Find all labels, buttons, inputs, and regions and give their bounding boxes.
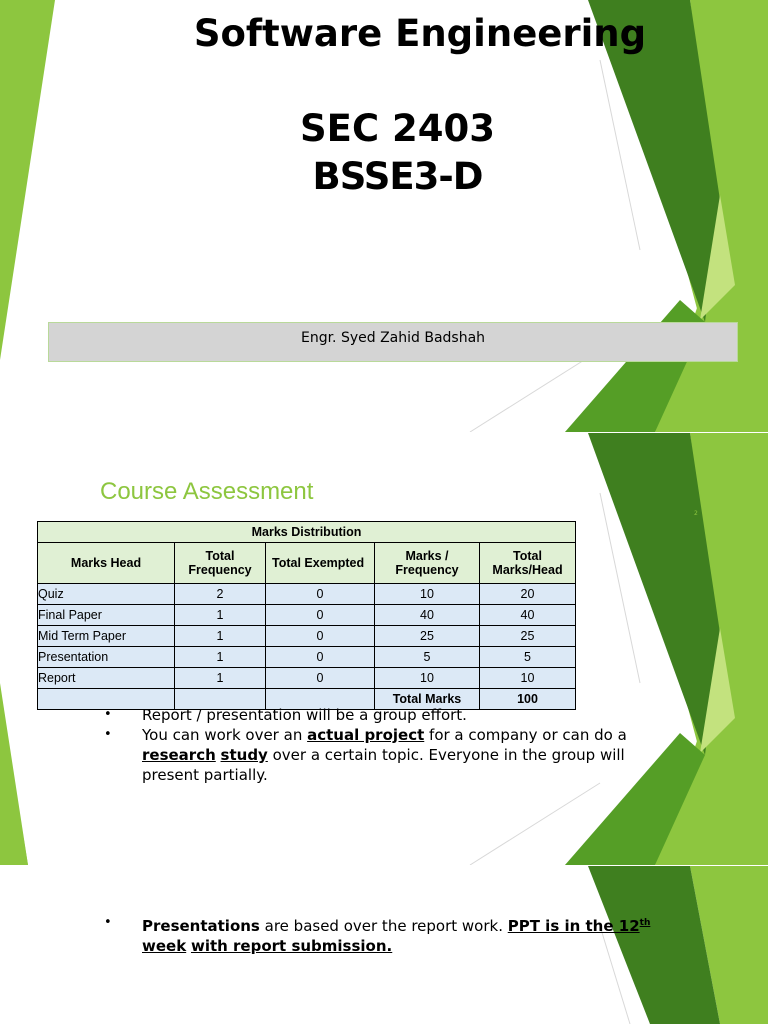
- ppt-week-text: PPT is in the 12: [507, 917, 640, 935]
- cell-head: Report: [38, 668, 175, 689]
- cell-total: 40: [480, 605, 576, 626]
- cell-exempted: 0: [266, 605, 375, 626]
- table-caption-row: [38, 522, 576, 543]
- cell-head: Mid Term Paper: [38, 626, 175, 647]
- cell-marks-per-frequency: 5: [375, 647, 480, 668]
- cell-frequency: 1: [175, 605, 266, 626]
- course-title: Software Engineering: [193, 12, 647, 55]
- cell-head: Presentation: [38, 647, 175, 668]
- author-bar: [48, 322, 738, 362]
- table-row: [38, 647, 576, 668]
- slide-3: [0, 866, 768, 1024]
- table-row: [38, 626, 576, 647]
- study-text: study: [220, 746, 268, 764]
- report-submission-text: with report submission.: [190, 937, 393, 955]
- bullet-presentations: [104, 913, 704, 956]
- research-text: research: [142, 746, 216, 764]
- table-header-row: [38, 543, 576, 584]
- bullet-text: You can work over an: [142, 726, 308, 744]
- bullet-text: for a company or can do a: [424, 726, 627, 744]
- cell-frequency: 1: [175, 626, 266, 647]
- cell-frequency: 2: [175, 584, 266, 605]
- header-total-exempted: Total Exempted: [266, 543, 375, 584]
- header-total-marks-head: Total Marks/Head: [480, 543, 576, 584]
- table-caption: Marks Distribution: [38, 522, 576, 543]
- presentations-text: Presentations: [142, 917, 260, 935]
- marks-distribution-table: [37, 521, 576, 710]
- bullet-text: Report / presentation will be a group effort.: [142, 706, 467, 724]
- bullet-text: are based over the report work.: [259, 917, 508, 935]
- header-total-frequency: Total Frequency: [175, 543, 266, 584]
- cell-total: 10: [480, 668, 576, 689]
- actual-project-text: actual project: [307, 726, 425, 744]
- bullet-group-effort: [104, 705, 664, 725]
- page-number: 2: [694, 510, 698, 517]
- cell-marks-per-frequency: 10: [375, 668, 480, 689]
- header-marks-per-frequency: Marks / Frequency: [375, 543, 480, 584]
- cell-frequency: 1: [175, 668, 266, 689]
- slide-1: [0, 0, 768, 432]
- table-row: [38, 584, 576, 605]
- author-name: Engr. Syed Zahid Badshah: [300, 330, 486, 346]
- presentation-bullets: [104, 913, 704, 956]
- cell-marks-per-frequency: 40: [375, 605, 480, 626]
- bullet-project: [104, 725, 664, 785]
- cell-total: 5: [480, 647, 576, 668]
- cell-exempted: 0: [266, 647, 375, 668]
- cell-total: 25: [480, 626, 576, 647]
- cell-exempted: 0: [266, 668, 375, 689]
- total-marks-label: Total Marks: [375, 689, 480, 710]
- cell-frequency: 1: [175, 647, 266, 668]
- total-marks-value: 100: [480, 689, 576, 710]
- superscript-th: th: [639, 918, 651, 928]
- cell-marks-per-frequency: 10: [375, 584, 480, 605]
- cell-marks-per-frequency: 25: [375, 626, 480, 647]
- slide-1-decoration: [0, 0, 768, 432]
- cell-exempted: 0: [266, 626, 375, 647]
- header-marks-head: Marks Head: [38, 543, 175, 584]
- table-row: [38, 605, 576, 626]
- week-text: week: [142, 937, 187, 955]
- assessment-bullets: [104, 705, 664, 785]
- course-code: SEC 2403: [300, 107, 495, 150]
- table-row: [38, 668, 576, 689]
- bullet-text: over a certain topic. Everyone in the group will present partially.: [142, 746, 625, 784]
- course-assessment-heading: Course Assessment: [100, 478, 314, 505]
- cell-exempted: 0: [266, 584, 375, 605]
- cell-head: Quiz: [38, 584, 175, 605]
- cell-head: Final Paper: [38, 605, 175, 626]
- cell-total: 20: [480, 584, 576, 605]
- section-label: BSSE3-D: [312, 155, 483, 198]
